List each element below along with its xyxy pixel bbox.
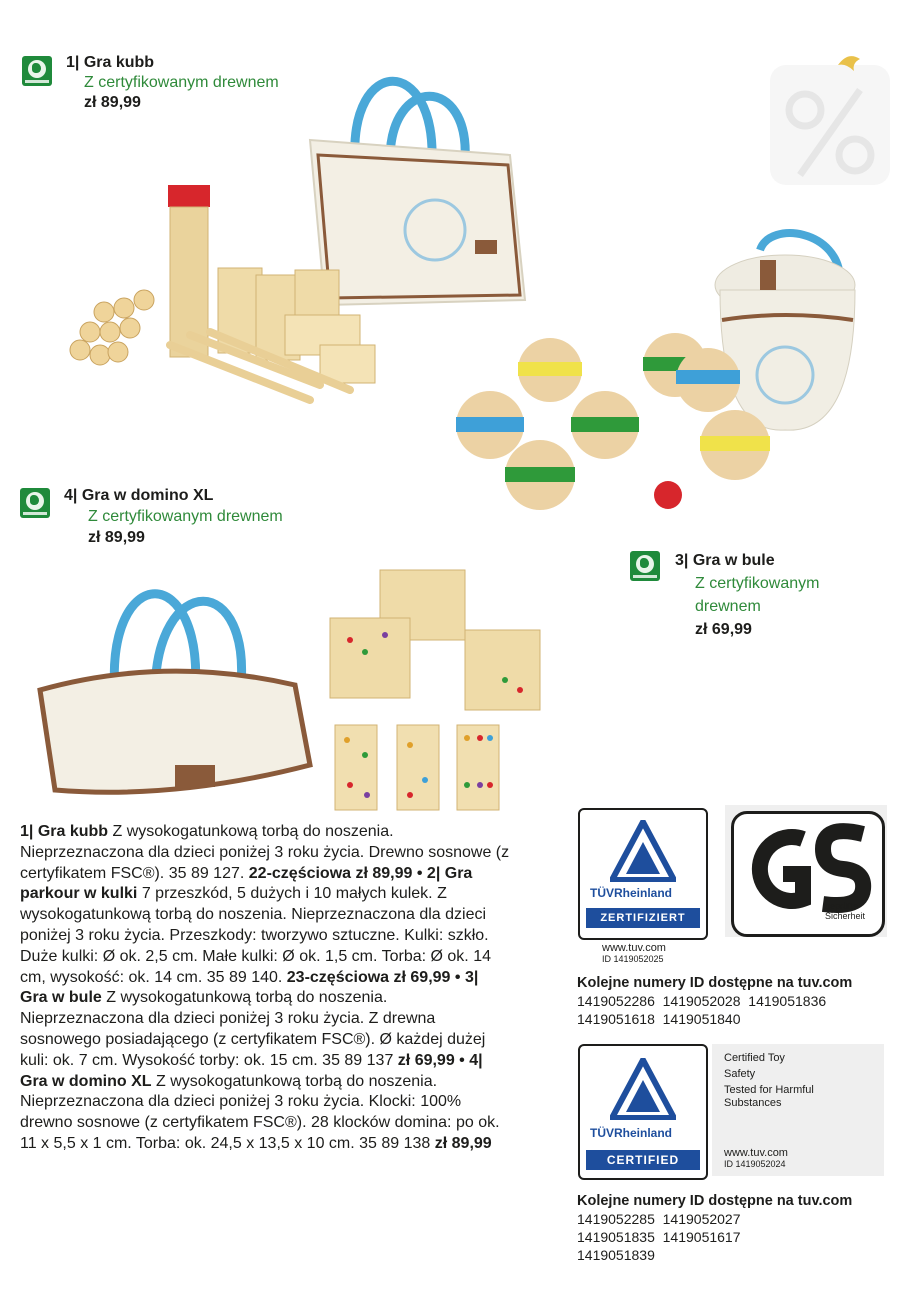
ids-line: 1419052285 1419052027: [577, 1211, 741, 1227]
product-price: zł 89,99: [84, 94, 141, 111]
certified-toy-panel: [712, 1044, 884, 1176]
desc-p1-number: 1|: [20, 823, 34, 840]
percent-logo-icon: [760, 45, 900, 185]
tuv-certified-badge: [578, 1044, 708, 1180]
desc-p3-name: Gra w bule: [20, 989, 102, 1007]
caption-line: Safety: [724, 1068, 756, 1080]
ids-line: 1419051618 1419051840: [577, 1011, 741, 1027]
desc-p4-price: zł 89,99: [434, 1134, 492, 1152]
desc-p2-name: Gra parkour w kulki: [20, 864, 473, 903]
gs-caption-2: Sicherheit: [825, 911, 866, 921]
product-number: 1|: [66, 54, 80, 71]
product-subtitle: Z certyfikowanym: [695, 575, 820, 592]
product-subtitle: Z certyfikowanym drewnem: [84, 74, 279, 91]
ids-heading: Kolejne numery ID dostępne na tuv.com: [577, 1193, 853, 1209]
desc-p4-text: Z wysokogatunkową torbą do noszenia. Nieprzeznaczona dla dzieci poniżej 3 roku życia. Klocki: 100% drewno sosnowe (z certyfikatem FSC®). 28 klocków domina: po ok. 11 x 5,5 x 1 cm. Torba: ok. 24,5 x 13,5 x 10 cm. 35 89 138: [20, 1072, 500, 1152]
tuv-brand: TÜVRheinland: [590, 1126, 673, 1140]
product-subtitle: Z certyfikowanym drewnem: [88, 508, 283, 525]
eco-certificate-icon: [22, 56, 52, 86]
tuv-status: ZERTIFIZIERT: [586, 908, 700, 928]
product-number: 4|: [64, 487, 78, 504]
tuv-url: www.tuv.com: [602, 942, 666, 954]
eco-certificate-icon: [20, 488, 50, 518]
product-title: Gra kubb: [83, 54, 155, 71]
gs-mark-badge: [725, 805, 887, 937]
ids-heading: Kolejne numery ID dostępne na tuv.com: [577, 975, 853, 991]
desc-p4-number: 4|: [469, 1051, 483, 1069]
tuv-url-block: [602, 943, 666, 965]
product-title: Gra w bule: [692, 552, 775, 569]
product-number: 3|: [675, 552, 689, 569]
desc-p3-number: 3|: [464, 968, 479, 986]
tuv-zertifiziert-badge: [578, 808, 708, 940]
tuv-triangle-icon: [610, 820, 676, 882]
product-price: zł 89,99: [88, 529, 145, 546]
desc-p1-name: Gra kubb: [37, 823, 109, 840]
desc-p2-number: 2|: [426, 864, 441, 882]
product-label-bule: [675, 549, 819, 641]
id-numbers-block-1: [577, 974, 852, 1028]
gs-caption-1: geprüfte: [825, 901, 859, 911]
tuv-status: CERTIFIED: [586, 1150, 700, 1170]
product-subtitle-cont: drewnem: [695, 598, 761, 615]
desc-p1-text: Z wysokogatunkową torbą do noszenia. Nieprzeznaczona dla dzieci poniżej 3 roku życia. Drewno sosnowe (z certyfikatem FSC®). 35 89 127.: [20, 823, 510, 882]
desc-p1-pieces: 22-częściowa zł 89,99 •: [248, 864, 427, 882]
tuv-url: www.tuv.com: [724, 1147, 788, 1159]
boules-game-image: [440, 220, 880, 520]
desc-p3-text: Z wysokogatunkową torbą do noszenia. Nieprzeznaczona dla dzieci poniżej 3 roku życia. Z drewna sosnowego posiadającego (z certyfikatem FSC®). Ø każdej dużej kuli: ok. 7 cm. Wysokość torby: ok. 15 cm. 35 89 137: [20, 989, 486, 1069]
domino-game-image: [35, 560, 575, 820]
id-numbers-block-2: [577, 1192, 852, 1264]
desc-p2-pieces: 23-częściowa zł 69,99 •: [286, 968, 465, 986]
tuv-brand: TÜVRheinland: [590, 886, 673, 900]
desc-p4-name: Gra w domino XL: [20, 1072, 152, 1090]
ids-line: 1419051835 1419051617: [577, 1229, 741, 1245]
ids-line: 1419051839: [577, 1247, 655, 1263]
eco-certificate-icon: [630, 551, 660, 581]
desc-p3-price: zł 69,99 •: [397, 1051, 470, 1069]
tuv-triangle-icon: [610, 1058, 676, 1120]
product-title: Gra w domino XL: [81, 487, 214, 504]
product-description: [20, 822, 510, 1155]
tuv-id: ID 1419052025: [602, 954, 664, 964]
product-label-domino: [64, 485, 283, 548]
product-price: zł 69,99: [695, 621, 752, 638]
caption-line: Certified Toy: [724, 1052, 785, 1064]
tuv-id: ID 1419052024: [724, 1159, 786, 1169]
ids-line: 1419052286 1419052028 1419051836: [577, 993, 827, 1009]
caption-line: Substances: [724, 1097, 782, 1109]
desc-p2-text: 7 przeszkód, 5 dużych i 10 małych kulek. Z wysokogatunkową torbą do noszenia. Nieprzeznaczona dla dzieci poniżej 3 roku życia. Przeszkody: tworzywo sztuczne. Kulki: szkło. Duże kulki: Ø ok. 2,5 cm. Małe kulki: Ø ok. 1,5 cm. Torba: Ø ok. 14 cm, wysokość: ok. 14 cm. 35 89 140.: [20, 885, 491, 986]
caption-line: Tested for Harmful: [724, 1084, 814, 1096]
